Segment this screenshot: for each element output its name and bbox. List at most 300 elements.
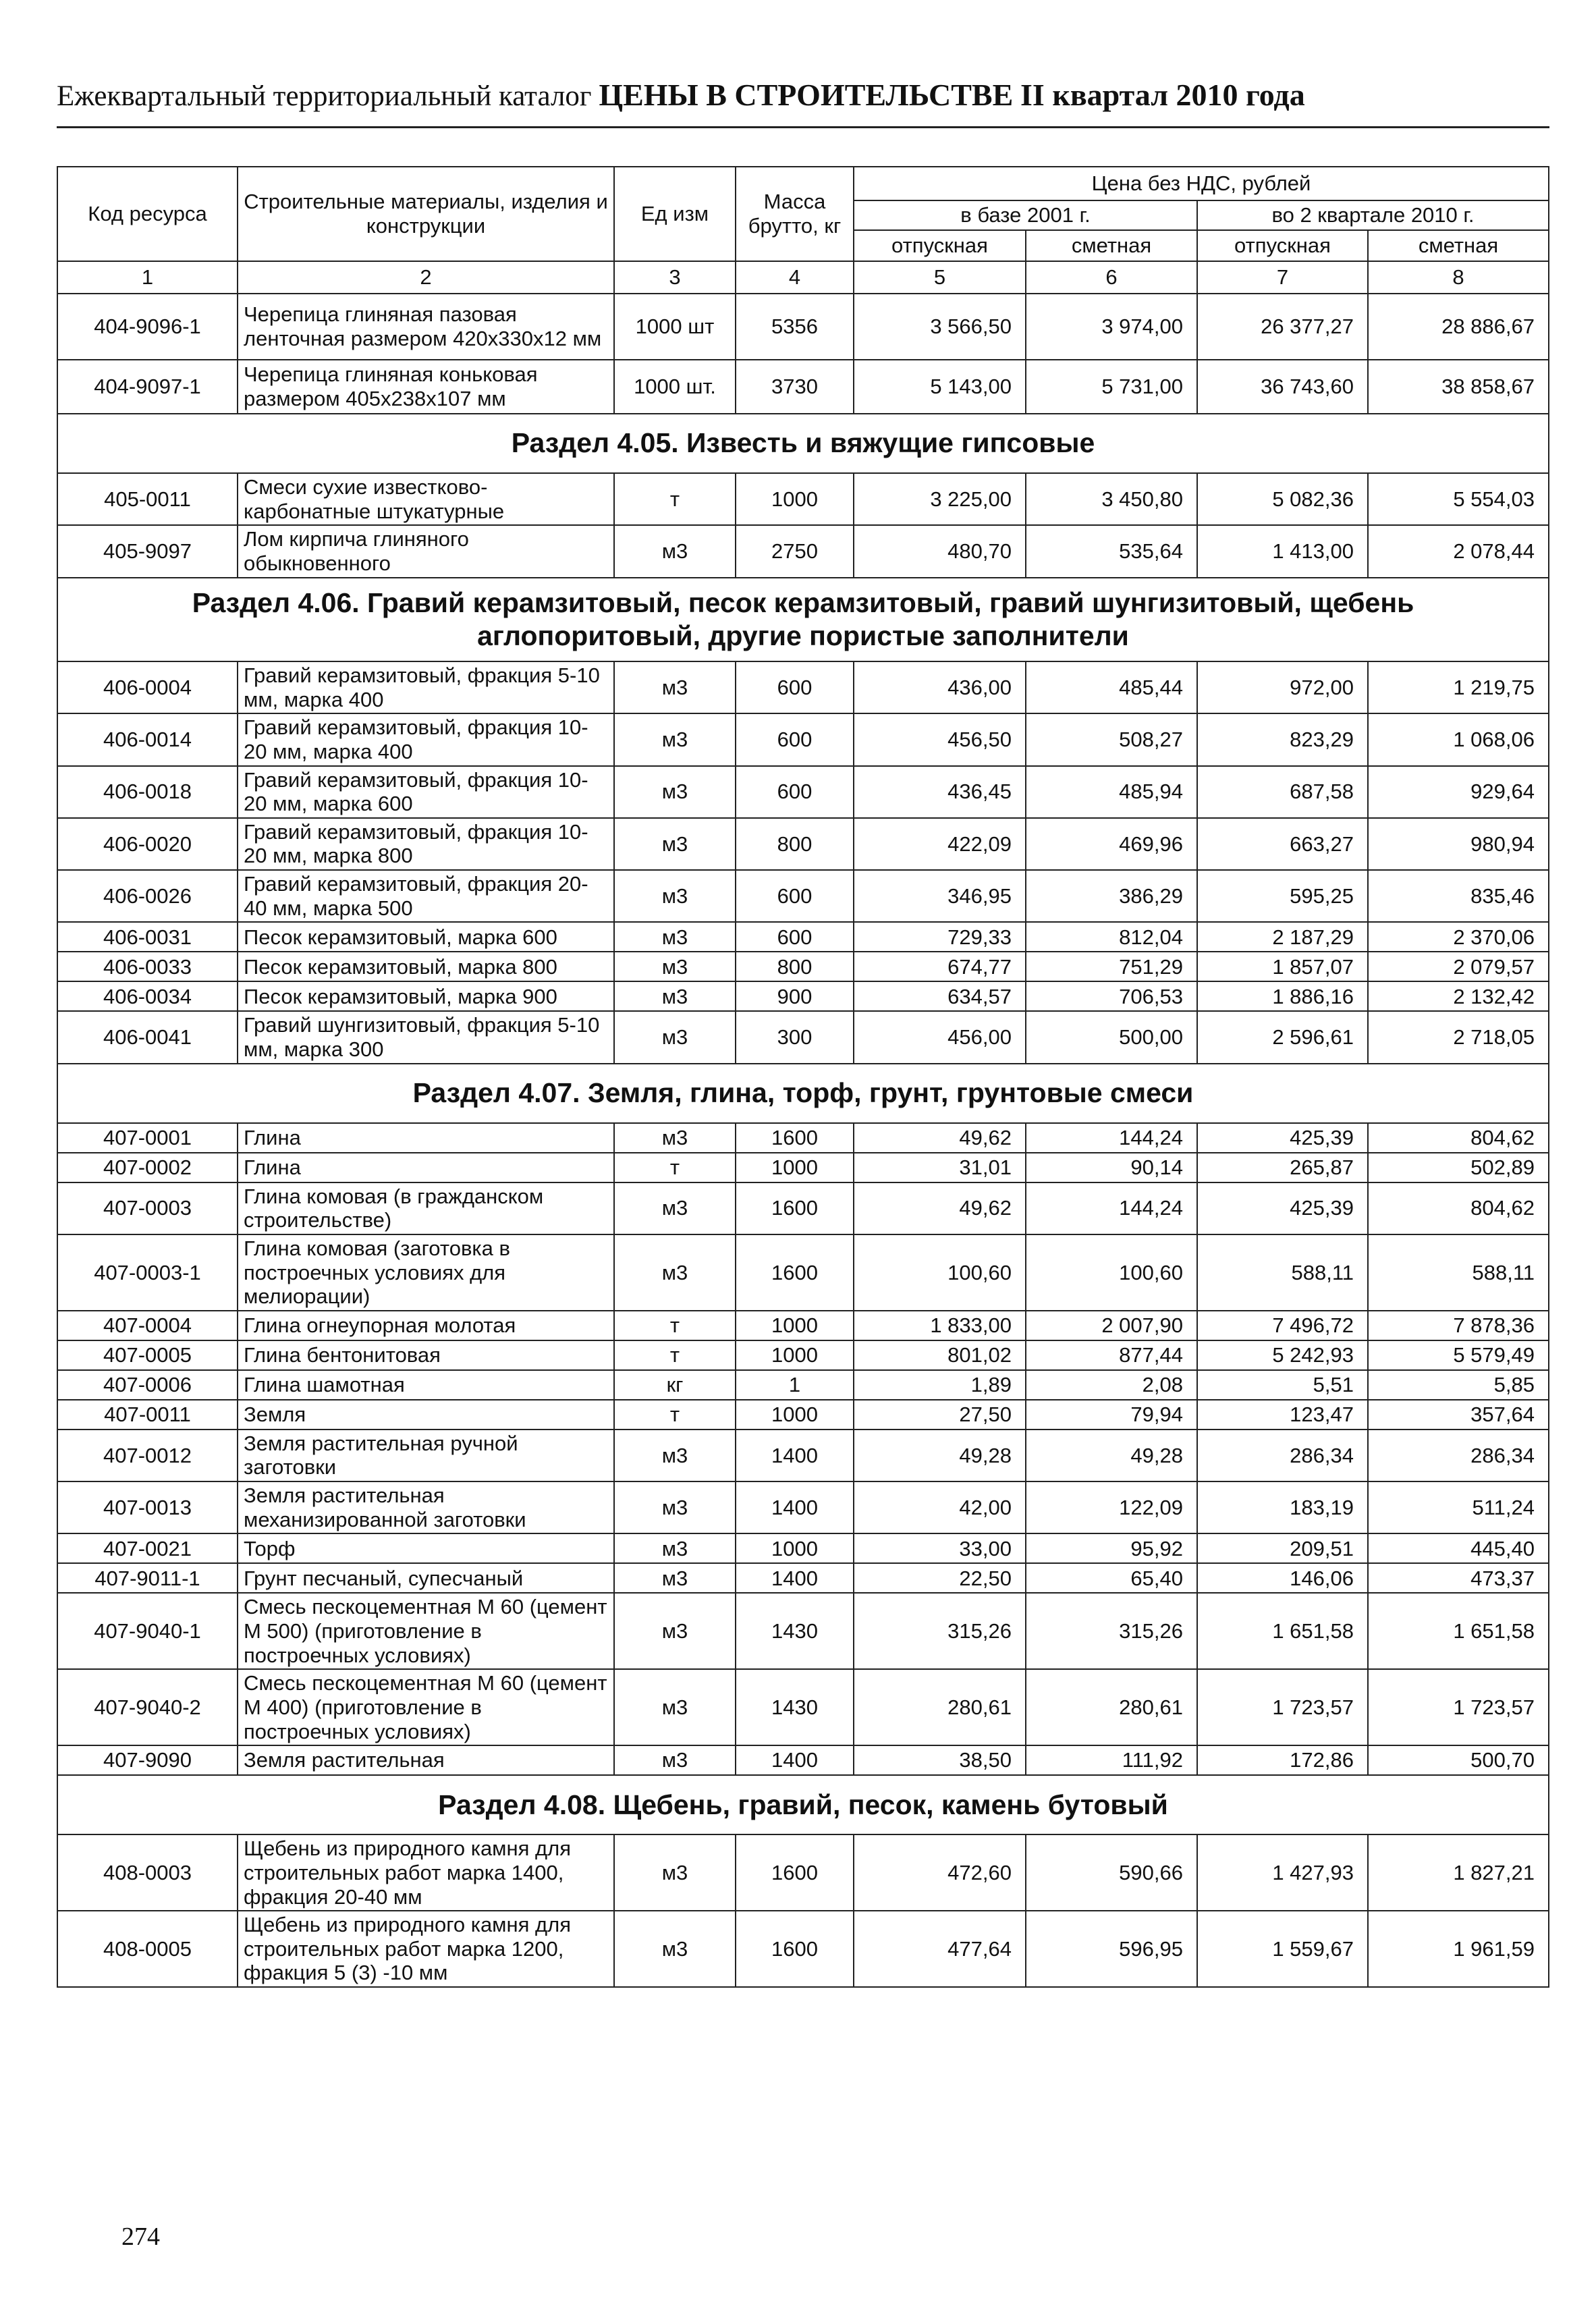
material-name: Глина <box>238 1123 614 1153</box>
table-body <box>57 261 1549 1987</box>
price-estimate-2001: 280,61 <box>1026 1669 1197 1745</box>
unit-of-measure: м3 <box>614 1911 736 1987</box>
section-row <box>57 1775 1549 1834</box>
price-sale-2010: 687,58 <box>1197 766 1368 818</box>
price-estimate-2010: 502,89 <box>1368 1153 1549 1182</box>
price-estimate-2010: 7 878,36 <box>1368 1311 1549 1340</box>
resource-code: 407-0001 <box>57 1123 238 1153</box>
table-row <box>57 1182 1549 1234</box>
price-sale-2010: 1 857,07 <box>1197 952 1368 981</box>
resource-code: 406-0033 <box>57 952 238 981</box>
col-header-estimate-2001: сметная <box>1026 230 1197 261</box>
price-estimate-2001: 111,92 <box>1026 1745 1197 1775</box>
price-sale-2010: 595,25 <box>1197 870 1368 922</box>
table-row <box>57 1834 1549 1911</box>
resource-code: 406-0034 <box>57 981 238 1011</box>
resource-code: 407-0012 <box>57 1430 238 1481</box>
table-row <box>57 1911 1549 1987</box>
price-sale-2010: 265,87 <box>1197 1153 1368 1182</box>
unit-of-measure: м3 <box>614 1593 736 1669</box>
price-sale-2010: 5 242,93 <box>1197 1340 1368 1370</box>
resource-code: 407-0006 <box>57 1370 238 1400</box>
table-row <box>57 473 1549 525</box>
unit-of-measure: м3 <box>614 1533 736 1563</box>
price-estimate-2010: 357,64 <box>1368 1400 1549 1430</box>
resource-code: 406-0020 <box>57 818 238 870</box>
section-row <box>57 414 1549 473</box>
price-sale-2010: 172,86 <box>1197 1745 1368 1775</box>
price-estimate-2010: 2 370,06 <box>1368 922 1549 952</box>
col-header-mass: Масса брутто, кг <box>736 167 854 261</box>
unit-of-measure: м3 <box>614 1234 736 1311</box>
unit-of-measure: м3 <box>614 1745 736 1775</box>
resource-code: 407-0002 <box>57 1153 238 1182</box>
unit-of-measure: 1000 шт. <box>614 360 736 414</box>
table-row <box>57 766 1549 818</box>
price-sale-2001: 1,89 <box>854 1370 1026 1400</box>
price-estimate-2010: 1 651,58 <box>1368 1593 1549 1669</box>
price-estimate-2010: 2 132,42 <box>1368 981 1549 1011</box>
price-estimate-2010: 5 554,03 <box>1368 473 1549 525</box>
price-sale-2010: 286,34 <box>1197 1430 1368 1481</box>
gross-mass: 1000 <box>736 473 854 525</box>
material-name: Черепица глиняная пазовая ленточная размером 420x330x12 мм <box>238 294 614 360</box>
gross-mass: 5356 <box>736 294 854 360</box>
price-sale-2001: 729,33 <box>854 922 1026 952</box>
unit-of-measure: м3 <box>614 870 736 922</box>
price-sale-2010: 972,00 <box>1197 661 1368 713</box>
unit-of-measure: м3 <box>614 1011 736 1063</box>
column-number: 2 <box>238 261 614 294</box>
gross-mass: 800 <box>736 818 854 870</box>
section-row <box>57 578 1549 661</box>
gross-mass: 1000 <box>736 1311 854 1340</box>
gross-mass: 1430 <box>736 1593 854 1669</box>
unit-of-measure: т <box>614 1153 736 1182</box>
gross-mass: 800 <box>736 952 854 981</box>
price-sale-2010: 425,39 <box>1197 1123 1368 1153</box>
unit-of-measure: т <box>614 473 736 525</box>
gross-mass: 600 <box>736 922 854 952</box>
price-sale-2010: 26 377,27 <box>1197 294 1368 360</box>
price-sale-2010: 5,51 <box>1197 1370 1368 1400</box>
material-name: Гравий керамзитовый, фракция 10-20 мм, марка 800 <box>238 818 614 870</box>
price-estimate-2001: 5 731,00 <box>1026 360 1197 414</box>
price-estimate-2010: 5,85 <box>1368 1370 1549 1400</box>
price-estimate-2010: 38 858,67 <box>1368 360 1549 414</box>
material-name: Глина комовая (заготовка в построечных условиях для мелиорации) <box>238 1234 614 1311</box>
col-header-base-2001: в базе 2001 г. <box>854 200 1197 230</box>
header-prefix: Ежеквартальный территориальный каталог <box>57 80 592 112</box>
price-estimate-2010: 804,62 <box>1368 1182 1549 1234</box>
price-sale-2010: 7 496,72 <box>1197 1311 1368 1340</box>
table-row <box>57 1340 1549 1370</box>
unit-of-measure: м3 <box>614 1481 736 1533</box>
table-row <box>57 713 1549 765</box>
price-sale-2010: 2 187,29 <box>1197 922 1368 952</box>
material-name: Глина комовая (в гражданском строительстве) <box>238 1182 614 1234</box>
material-name: Гравий керамзитовый, фракция 5-10 мм, марка 400 <box>238 661 614 713</box>
price-sale-2010: 183,19 <box>1197 1481 1368 1533</box>
column-numbers-row <box>57 261 1549 294</box>
column-number: 3 <box>614 261 736 294</box>
price-sale-2001: 480,70 <box>854 525 1026 577</box>
unit-of-measure: 1000 шт <box>614 294 736 360</box>
table-row <box>57 294 1549 360</box>
table-row <box>57 870 1549 922</box>
material-name: Лом кирпича глиняного обыкновенного <box>238 525 614 577</box>
price-sale-2001: 1 833,00 <box>854 1311 1026 1340</box>
price-estimate-2010: 2 078,44 <box>1368 525 1549 577</box>
page-header <box>57 80 1548 111</box>
table-row <box>57 1011 1549 1063</box>
col-header-name: Строительные материалы, изделия и конструкции <box>238 167 614 261</box>
price-sale-2010: 1 427,93 <box>1197 1834 1368 1911</box>
price-sale-2001: 456,50 <box>854 713 1026 765</box>
price-estimate-2001: 812,04 <box>1026 922 1197 952</box>
col-header-sale-2001: отпускная <box>854 230 1026 261</box>
unit-of-measure: м3 <box>614 952 736 981</box>
table-row <box>57 818 1549 870</box>
gross-mass: 1400 <box>736 1563 854 1593</box>
price-sale-2010: 146,06 <box>1197 1563 1368 1593</box>
unit-of-measure: м3 <box>614 661 736 713</box>
price-estimate-2010: 588,11 <box>1368 1234 1549 1311</box>
material-name: Смесь пескоцементная М 60 (цемент М 500) (приготовление в построечных условиях) <box>238 1593 614 1669</box>
material-name: Щебень из природного камня для строительных работ марка 1200, фракция 5 (3) -10 мм <box>238 1911 614 1987</box>
price-sale-2001: 674,77 <box>854 952 1026 981</box>
price-estimate-2001: 469,96 <box>1026 818 1197 870</box>
unit-of-measure: т <box>614 1400 736 1430</box>
price-estimate-2010: 1 068,06 <box>1368 713 1549 765</box>
price-estimate-2001: 144,24 <box>1026 1182 1197 1234</box>
col-header-estimate-2010: сметная <box>1368 230 1549 261</box>
unit-of-measure: м3 <box>614 713 736 765</box>
col-header-q2-2010: во 2 квартале 2010 г. <box>1197 200 1549 230</box>
gross-mass: 1600 <box>736 1834 854 1911</box>
section-row <box>57 1064 1549 1123</box>
price-sale-2010: 425,39 <box>1197 1182 1368 1234</box>
unit-of-measure: м3 <box>614 525 736 577</box>
material-name: Гравий керамзитовый, фракция 20-40 мм, марка 500 <box>238 870 614 922</box>
section-title: Раздел 4.07. Земля, глина, торф, грунт, грунтовые смеси <box>57 1064 1549 1123</box>
price-estimate-2010: 511,24 <box>1368 1481 1549 1533</box>
table-row <box>57 952 1549 981</box>
price-sale-2001: 436,00 <box>854 661 1026 713</box>
price-estimate-2001: 485,94 <box>1026 766 1197 818</box>
unit-of-measure: м3 <box>614 1123 736 1153</box>
gross-mass: 1400 <box>736 1430 854 1481</box>
gross-mass: 1600 <box>736 1182 854 1234</box>
price-sale-2001: 422,09 <box>854 818 1026 870</box>
price-sale-2001: 49,28 <box>854 1430 1026 1481</box>
price-sale-2010: 123,47 <box>1197 1400 1368 1430</box>
gross-mass: 600 <box>736 870 854 922</box>
price-sale-2010: 36 743,60 <box>1197 360 1368 414</box>
resource-code: 407-0003-1 <box>57 1234 238 1311</box>
material-name: Гравий керамзитовый, фракция 10-20 мм, марка 400 <box>238 713 614 765</box>
price-estimate-2010: 929,64 <box>1368 766 1549 818</box>
price-estimate-2001: 3 974,00 <box>1026 294 1197 360</box>
header-quarter: II квартал 2010 года <box>1020 78 1305 112</box>
price-estimate-2010: 2 079,57 <box>1368 952 1549 981</box>
material-name: Земля <box>238 1400 614 1430</box>
unit-of-measure: кг <box>614 1370 736 1400</box>
price-sale-2010: 2 596,61 <box>1197 1011 1368 1063</box>
price-estimate-2010: 835,46 <box>1368 870 1549 922</box>
price-estimate-2001: 535,64 <box>1026 525 1197 577</box>
price-sale-2010: 209,51 <box>1197 1533 1368 1563</box>
price-estimate-2001: 2 007,90 <box>1026 1311 1197 1340</box>
gross-mass: 3730 <box>736 360 854 414</box>
col-header-unit: Ед изм <box>614 167 736 261</box>
price-estimate-2001: 315,26 <box>1026 1593 1197 1669</box>
price-estimate-2001: 90,14 <box>1026 1153 1197 1182</box>
price-sale-2001: 634,57 <box>854 981 1026 1011</box>
section-title: Раздел 4.05. Известь и вяжущие гипсовые <box>57 414 1549 473</box>
gross-mass: 900 <box>736 981 854 1011</box>
material-name: Земля растительная механизированной заготовки <box>238 1481 614 1533</box>
unit-of-measure: т <box>614 1311 736 1340</box>
material-name: Глина огнеупорная молотая <box>238 1311 614 1340</box>
resource-code: 404-9097-1 <box>57 360 238 414</box>
material-name: Земля растительная <box>238 1745 614 1775</box>
header-catalog-title: ЦЕНЫ В СТРОИТЕЛЬСТВЕ <box>599 78 1014 112</box>
unit-of-measure: м3 <box>614 922 736 952</box>
price-sale-2001: 315,26 <box>854 1593 1026 1669</box>
column-number: 7 <box>1197 261 1368 294</box>
price-estimate-2001: 3 450,80 <box>1026 473 1197 525</box>
material-name: Гравий шунгизитовый, фракция 5-10 мм, марка 300 <box>238 1011 614 1063</box>
price-estimate-2001: 100,60 <box>1026 1234 1197 1311</box>
resource-code: 405-9097 <box>57 525 238 577</box>
price-estimate-2010: 28 886,67 <box>1368 294 1549 360</box>
gross-mass: 1000 <box>736 1153 854 1182</box>
price-sale-2001: 801,02 <box>854 1340 1026 1370</box>
section-title: Раздел 4.08. Щебень, гравий, песок, камень бутовый <box>57 1775 1549 1834</box>
unit-of-measure: м3 <box>614 766 736 818</box>
resource-code: 405-0011 <box>57 473 238 525</box>
price-estimate-2001: 95,92 <box>1026 1533 1197 1563</box>
price-sale-2010: 1 886,16 <box>1197 981 1368 1011</box>
column-number: 6 <box>1026 261 1197 294</box>
gross-mass: 1600 <box>736 1911 854 1987</box>
gross-mass: 1000 <box>736 1340 854 1370</box>
price-table <box>57 166 1549 1988</box>
price-estimate-2001: 2,08 <box>1026 1370 1197 1400</box>
resource-code: 406-0014 <box>57 713 238 765</box>
price-estimate-2010: 1 723,57 <box>1368 1669 1549 1745</box>
table-row <box>57 525 1549 577</box>
unit-of-measure: м3 <box>614 818 736 870</box>
price-estimate-2001: 485,44 <box>1026 661 1197 713</box>
page-number: 274 <box>121 2223 160 2251</box>
resource-code: 407-0003 <box>57 1182 238 1234</box>
column-number: 4 <box>736 261 854 294</box>
resource-code: 407-9040-1 <box>57 1593 238 1669</box>
table-row <box>57 1153 1549 1182</box>
price-sale-2001: 22,50 <box>854 1563 1026 1593</box>
resource-code: 408-0005 <box>57 1911 238 1987</box>
material-name: Песок керамзитовый, марка 800 <box>238 952 614 981</box>
material-name: Земля растительная ручной заготовки <box>238 1430 614 1481</box>
resource-code: 407-0005 <box>57 1340 238 1370</box>
price-sale-2010: 1 559,67 <box>1197 1911 1368 1987</box>
price-estimate-2010: 1 219,75 <box>1368 661 1549 713</box>
price-sale-2010: 5 082,36 <box>1197 473 1368 525</box>
price-sale-2001: 33,00 <box>854 1533 1026 1563</box>
table-row <box>57 1430 1549 1481</box>
price-estimate-2010: 1 961,59 <box>1368 1911 1549 1987</box>
table-row <box>57 360 1549 414</box>
material-name: Смесь пескоцементная М 60 (цемент М 400) (приготовление в построечных условиях) <box>238 1669 614 1745</box>
unit-of-measure: м3 <box>614 1563 736 1593</box>
material-name: Гравий керамзитовый, фракция 10-20 мм, марка 600 <box>238 766 614 818</box>
gross-mass: 1430 <box>736 1669 854 1745</box>
resource-code: 407-9011-1 <box>57 1563 238 1593</box>
price-sale-2001: 31,01 <box>854 1153 1026 1182</box>
column-number: 5 <box>854 261 1026 294</box>
table-row <box>57 922 1549 952</box>
price-estimate-2001: 590,66 <box>1026 1834 1197 1911</box>
unit-of-measure: м3 <box>614 1430 736 1481</box>
unit-of-measure: м3 <box>614 1669 736 1745</box>
price-sale-2010: 588,11 <box>1197 1234 1368 1311</box>
material-name: Глина <box>238 1153 614 1182</box>
material-name: Черепица глиняная коньковая размером 405x238x107 мм <box>238 360 614 414</box>
gross-mass: 1000 <box>736 1533 854 1563</box>
price-estimate-2010: 286,34 <box>1368 1430 1549 1481</box>
unit-of-measure: м3 <box>614 981 736 1011</box>
price-sale-2001: 472,60 <box>854 1834 1026 1911</box>
table-row <box>57 1533 1549 1563</box>
resource-code: 407-0011 <box>57 1400 238 1430</box>
table-row <box>57 1481 1549 1533</box>
price-sale-2001: 436,45 <box>854 766 1026 818</box>
price-estimate-2010: 500,70 <box>1368 1745 1549 1775</box>
price-estimate-2010: 5 579,49 <box>1368 1340 1549 1370</box>
gross-mass: 600 <box>736 766 854 818</box>
resource-code: 407-0013 <box>57 1481 238 1533</box>
price-sale-2001: 477,64 <box>854 1911 1026 1987</box>
gross-mass: 1600 <box>736 1234 854 1311</box>
resource-code: 404-9096-1 <box>57 294 238 360</box>
price-estimate-2001: 877,44 <box>1026 1340 1197 1370</box>
table-row <box>57 1311 1549 1340</box>
price-sale-2010: 1 651,58 <box>1197 1593 1368 1669</box>
col-header-sale-2010: отпускная <box>1197 230 1368 261</box>
col-header-code: Код ресурса <box>57 167 238 261</box>
price-estimate-2001: 500,00 <box>1026 1011 1197 1063</box>
unit-of-measure: м3 <box>614 1834 736 1911</box>
table-row <box>57 981 1549 1011</box>
price-sale-2001: 456,00 <box>854 1011 1026 1063</box>
price-estimate-2010: 980,94 <box>1368 818 1549 870</box>
price-sale-2010: 1 413,00 <box>1197 525 1368 577</box>
column-number: 8 <box>1368 261 1549 294</box>
price-estimate-2001: 65,40 <box>1026 1563 1197 1593</box>
material-name: Торф <box>238 1533 614 1563</box>
material-name: Песок керамзитовый, марка 900 <box>238 981 614 1011</box>
price-estimate-2001: 751,29 <box>1026 952 1197 981</box>
table-row <box>57 1370 1549 1400</box>
price-sale-2001: 49,62 <box>854 1123 1026 1153</box>
price-estimate-2001: 508,27 <box>1026 713 1197 765</box>
resource-code: 407-9040-2 <box>57 1669 238 1745</box>
material-name: Глина шамотная <box>238 1370 614 1400</box>
price-sale-2010: 823,29 <box>1197 713 1368 765</box>
resource-code: 408-0003 <box>57 1834 238 1911</box>
gross-mass: 1 <box>736 1370 854 1400</box>
gross-mass: 600 <box>736 713 854 765</box>
price-estimate-2001: 596,95 <box>1026 1911 1197 1987</box>
resource-code: 407-0021 <box>57 1533 238 1563</box>
table-row <box>57 1400 1549 1430</box>
price-sale-2001: 3 566,50 <box>854 294 1026 360</box>
price-sale-2001: 100,60 <box>854 1234 1026 1311</box>
table-row <box>57 1563 1549 1593</box>
price-estimate-2010: 1 827,21 <box>1368 1834 1549 1911</box>
resource-code: 407-0004 <box>57 1311 238 1340</box>
price-estimate-2001: 122,09 <box>1026 1481 1197 1533</box>
material-name: Грунт песчаный, супесчаный <box>238 1563 614 1593</box>
price-sale-2010: 663,27 <box>1197 818 1368 870</box>
header-rule <box>57 126 1549 128</box>
resource-code: 406-0018 <box>57 766 238 818</box>
resource-code: 406-0004 <box>57 661 238 713</box>
resource-code: 406-0031 <box>57 922 238 952</box>
material-name: Глина бентонитовая <box>238 1340 614 1370</box>
price-estimate-2001: 144,24 <box>1026 1123 1197 1153</box>
gross-mass: 2750 <box>736 525 854 577</box>
price-sale-2001: 280,61 <box>854 1669 1026 1745</box>
price-estimate-2001: 706,53 <box>1026 981 1197 1011</box>
gross-mass: 600 <box>736 661 854 713</box>
table-row <box>57 1745 1549 1775</box>
column-number: 1 <box>57 261 238 294</box>
resource-code: 406-0041 <box>57 1011 238 1063</box>
table-row <box>57 1234 1549 1311</box>
table-row <box>57 1593 1549 1669</box>
col-header-price: Цена без НДС, рублей <box>854 167 1549 200</box>
table-row <box>57 1123 1549 1153</box>
price-estimate-2010: 804,62 <box>1368 1123 1549 1153</box>
price-sale-2010: 1 723,57 <box>1197 1669 1368 1745</box>
price-estimate-2010: 445,40 <box>1368 1533 1549 1563</box>
material-name: Песок керамзитовый, марка 600 <box>238 922 614 952</box>
price-estimate-2001: 79,94 <box>1026 1400 1197 1430</box>
price-estimate-2001: 386,29 <box>1026 870 1197 922</box>
unit-of-measure: м3 <box>614 1182 736 1234</box>
gross-mass: 1400 <box>736 1481 854 1533</box>
table-row <box>57 661 1549 713</box>
price-sale-2001: 38,50 <box>854 1745 1026 1775</box>
price-sale-2001: 3 225,00 <box>854 473 1026 525</box>
gross-mass: 1600 <box>736 1123 854 1153</box>
price-sale-2001: 346,95 <box>854 870 1026 922</box>
gross-mass: 1400 <box>736 1745 854 1775</box>
gross-mass: 1000 <box>736 1400 854 1430</box>
table-row <box>57 1669 1549 1745</box>
unit-of-measure: т <box>614 1340 736 1370</box>
price-estimate-2010: 2 718,05 <box>1368 1011 1549 1063</box>
gross-mass: 300 <box>736 1011 854 1063</box>
resource-code: 407-9090 <box>57 1745 238 1775</box>
price-sale-2001: 27,50 <box>854 1400 1026 1430</box>
price-estimate-2001: 49,28 <box>1026 1430 1197 1481</box>
price-estimate-2010: 473,37 <box>1368 1563 1549 1593</box>
price-sale-2001: 5 143,00 <box>854 360 1026 414</box>
